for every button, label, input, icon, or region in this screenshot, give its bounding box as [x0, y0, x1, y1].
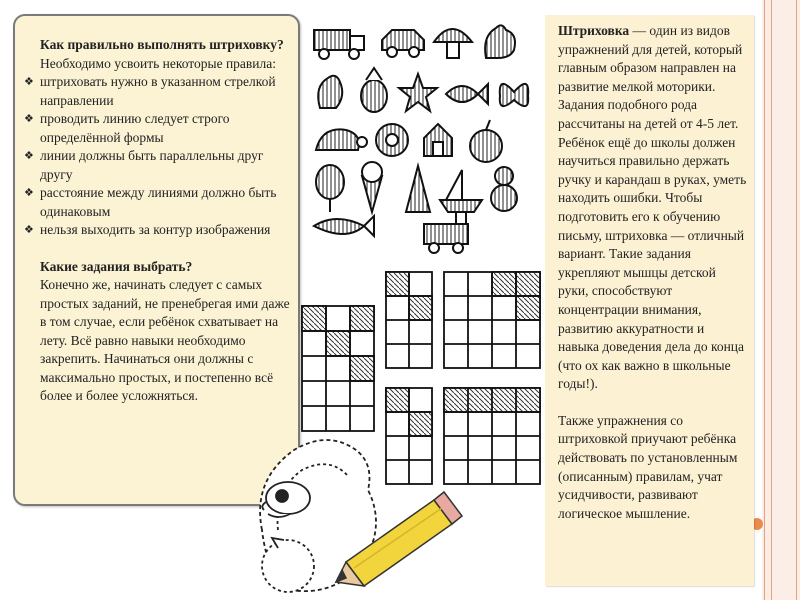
decor-line	[771, 0, 772, 600]
rooster-icon	[485, 25, 515, 58]
definition-text: — один из видов упражнений для детей, который главным образом направлен на развитие мелкой моторики. Задания подобного рода рассчитаны на детей от 4-5 лет. Ребёнок ещё до школы должен научиться правильно держать ручку и карандаш в руках, уметь находить ошибки. Чтобы подготовить его к обучению письму, штриховка — отличный вариант. Такие задания укрепляют мышцы детской руки, способствуют концентрации внимания, развитию аккуратности и навыка доведения дела до конца (что ох как важно в школьные годы!).	[558, 23, 747, 392]
butterfly-icon	[500, 84, 528, 106]
turtle-icon	[316, 129, 367, 150]
hatching-heading: Как правильно выполнять штриховку?	[40, 37, 284, 52]
decor-line	[796, 0, 797, 600]
list-item: ❖ штриховать нужно в указанном стрелкой направлении	[24, 74, 276, 108]
house-icon	[424, 124, 452, 156]
mushroom-icon	[434, 29, 472, 58]
apple-icon	[470, 120, 502, 162]
right-text-content	[558, 22, 748, 523]
diamond-bullet-icon: ❖	[24, 150, 34, 162]
extra-paragraph: Также упражнения со штриховкой приучают ребёнка действовать по установленным (описанным) правилам, учат усидчивости, развивают логическое мышление.	[558, 412, 738, 521]
whale-icon	[314, 216, 374, 236]
star-icon	[399, 74, 437, 111]
pineapple-icon	[361, 68, 387, 112]
train-icon	[424, 212, 468, 253]
truck-icon	[314, 30, 364, 59]
boat-icon	[440, 170, 482, 212]
snowman-icon	[491, 167, 517, 211]
flower-icon	[376, 124, 408, 156]
list-item: ❖ проводить линию следует строго определённой формы	[24, 111, 230, 145]
diamond-bullet-icon: ❖	[24, 224, 34, 236]
left-text-content	[24, 36, 290, 406]
list-item: ❖ нельзя выходить за контур изображения	[24, 221, 290, 240]
decor-line	[764, 0, 765, 600]
grid-b	[386, 272, 432, 368]
tasks-answer: Конечно же, начинать следует с самых простых заданий, не пренебрегая ими даже в том случае, если ребёнок схватывает на лету. Всё равно навыки необходимо закрепить. Начинаться они должны с максимально простых, и постепенно всё более и более усложняться.	[40, 277, 290, 403]
hedgehog-pencil-image	[238, 420, 468, 598]
right-edge-decoration	[762, 0, 800, 600]
diamond-bullet-icon: ❖	[24, 76, 34, 88]
hatching-term: Штриховка	[558, 23, 630, 38]
list-item: ❖ расстояние между линиями должно быть одинаковым	[24, 185, 277, 219]
balloon-icon	[316, 165, 344, 212]
hatching-shapes-image	[306, 16, 538, 262]
rules-list	[24, 73, 290, 240]
tree-icon	[406, 166, 430, 212]
fish-icon	[446, 84, 488, 104]
grid-c	[444, 272, 540, 368]
diamond-bullet-icon: ❖	[24, 113, 34, 125]
grid-a	[302, 306, 374, 431]
list-item: ❖ линии должны быть параллельны друг другу	[24, 148, 264, 182]
definition-paragraph	[558, 22, 748, 394]
rules-intro: Необходимо усвоить некоторые правила:	[40, 55, 276, 71]
tasks-question: Какие задания выбрать?	[40, 258, 193, 274]
squirrel-icon	[318, 76, 342, 108]
ice-cream-icon	[362, 162, 382, 212]
car-icon	[382, 30, 424, 57]
diamond-bullet-icon: ❖	[24, 187, 34, 199]
